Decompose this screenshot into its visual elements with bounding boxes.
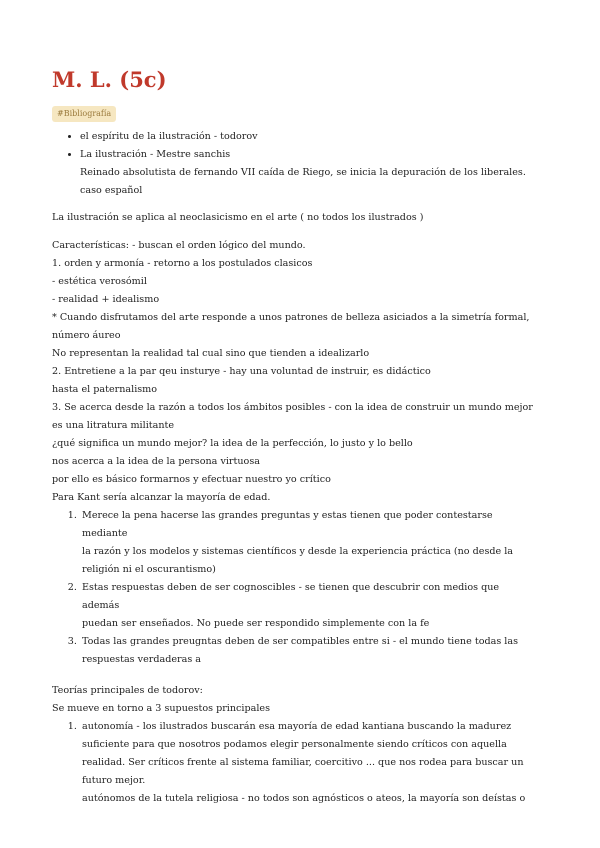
list-item: • el espíritu de la ilustración - todorov — [80, 128, 538, 146]
numbered-list-2 — [52, 718, 538, 808]
list-item: 1. autonomía - los ilustrados buscarán esa mayoría de edad kantiana buscando la madurez suficiente para que nosotros podamos elegir personalmente siendo críticos con aquella realidad. Ser críticos frente al sistema familiar, coercitivo ... que nos rodea para buscar un futuro mejor. autónomos de la tutela religiosa - no todos son agnósticos o ateos, la mayoría son deístas o — [80, 718, 538, 808]
tag-bibliografia[interactable]: #Bibliografía — [52, 106, 116, 122]
text-line: es una litratura militante — [52, 420, 175, 431]
text-line: Se mueve en torno a 3 supuestos principales — [52, 703, 271, 714]
text-line: No representan la realidad tal cual sino que tienden a idealizarlo — [52, 348, 370, 359]
text-line: 3. Se acerca desde la razón a todos los ámbitos posibles - con la idea de construir un mundo mejor — [52, 402, 533, 413]
text-line: Para Kant sería alcanzar la mayoría de edad. — [52, 492, 271, 503]
caracteristicas-block — [52, 237, 538, 507]
text-line: por ello es básico formarnos y efectuar nuestro yo crítico — [52, 474, 331, 485]
text-line: * Cuando disfrutamos del arte responde a unos patrones de belleza asiciados a la simetría formal, — [52, 312, 530, 323]
list-item: • La ilustración - Mestre sanchis Reinado absolutista de fernando VII caída de Riego, se inicia la depuración de los liberales. caso español — [80, 146, 538, 200]
text-line: Teorías principales de todorov: — [52, 685, 203, 696]
text-line: 1. orden y armonía - retorno a los postulados clasicos — [52, 258, 313, 269]
text-line: número áureo — [52, 330, 121, 341]
bullet-note: Reinado absolutista de fernando VII caída de Riego, se inicia la depuración de los liberales. — [80, 167, 526, 178]
text-line: Características: - buscan el orden lógico del mundo. — [52, 240, 306, 251]
intro-paragraph: La ilustración se aplica al neoclasicismo en el arte ( no todos los ilustrados ) — [52, 212, 424, 223]
text-line: 2. Entretiene a la par qeu insturye - hay una voluntad de instruir, es didáctico — [52, 366, 431, 377]
page-title: M. L. (5c) — [52, 67, 167, 92]
list-item: 3. Todas las grandes preugntas deben de ser compatibles entre si - el mundo tiene todas las respuestas verdaderas a — [80, 633, 538, 669]
text-line: - estética verosómil — [52, 276, 147, 287]
teorias-block — [52, 682, 538, 718]
list-item: 2. Estas respuestas deben de ser cognoscibles - se tienen que descubrir con medios que además puedan ser enseñados. No puede ser respondido simplemente con la fe — [80, 579, 538, 633]
numbered-list-1 — [52, 507, 538, 669]
text-line: nos acerca a la idea de la persona virtuosa — [52, 456, 260, 467]
text-line: - realidad + idealismo — [52, 294, 160, 305]
text-line: ¿qué significa un mundo mejor? la idea de la perfección, lo justo y lo bello — [52, 438, 413, 449]
list-item: 1. Merece la pena hacerse las grandes preguntas y estas tienen que poder contestarse mediante la razón y los modelos y sistemas científicos y desde la experiencia práctica (no desde la religión ni el oscurantismo) — [80, 507, 538, 579]
bullet-note: caso español — [80, 185, 143, 196]
text-line: hasta el paternalismo — [52, 384, 158, 395]
bullet-list — [52, 128, 538, 200]
